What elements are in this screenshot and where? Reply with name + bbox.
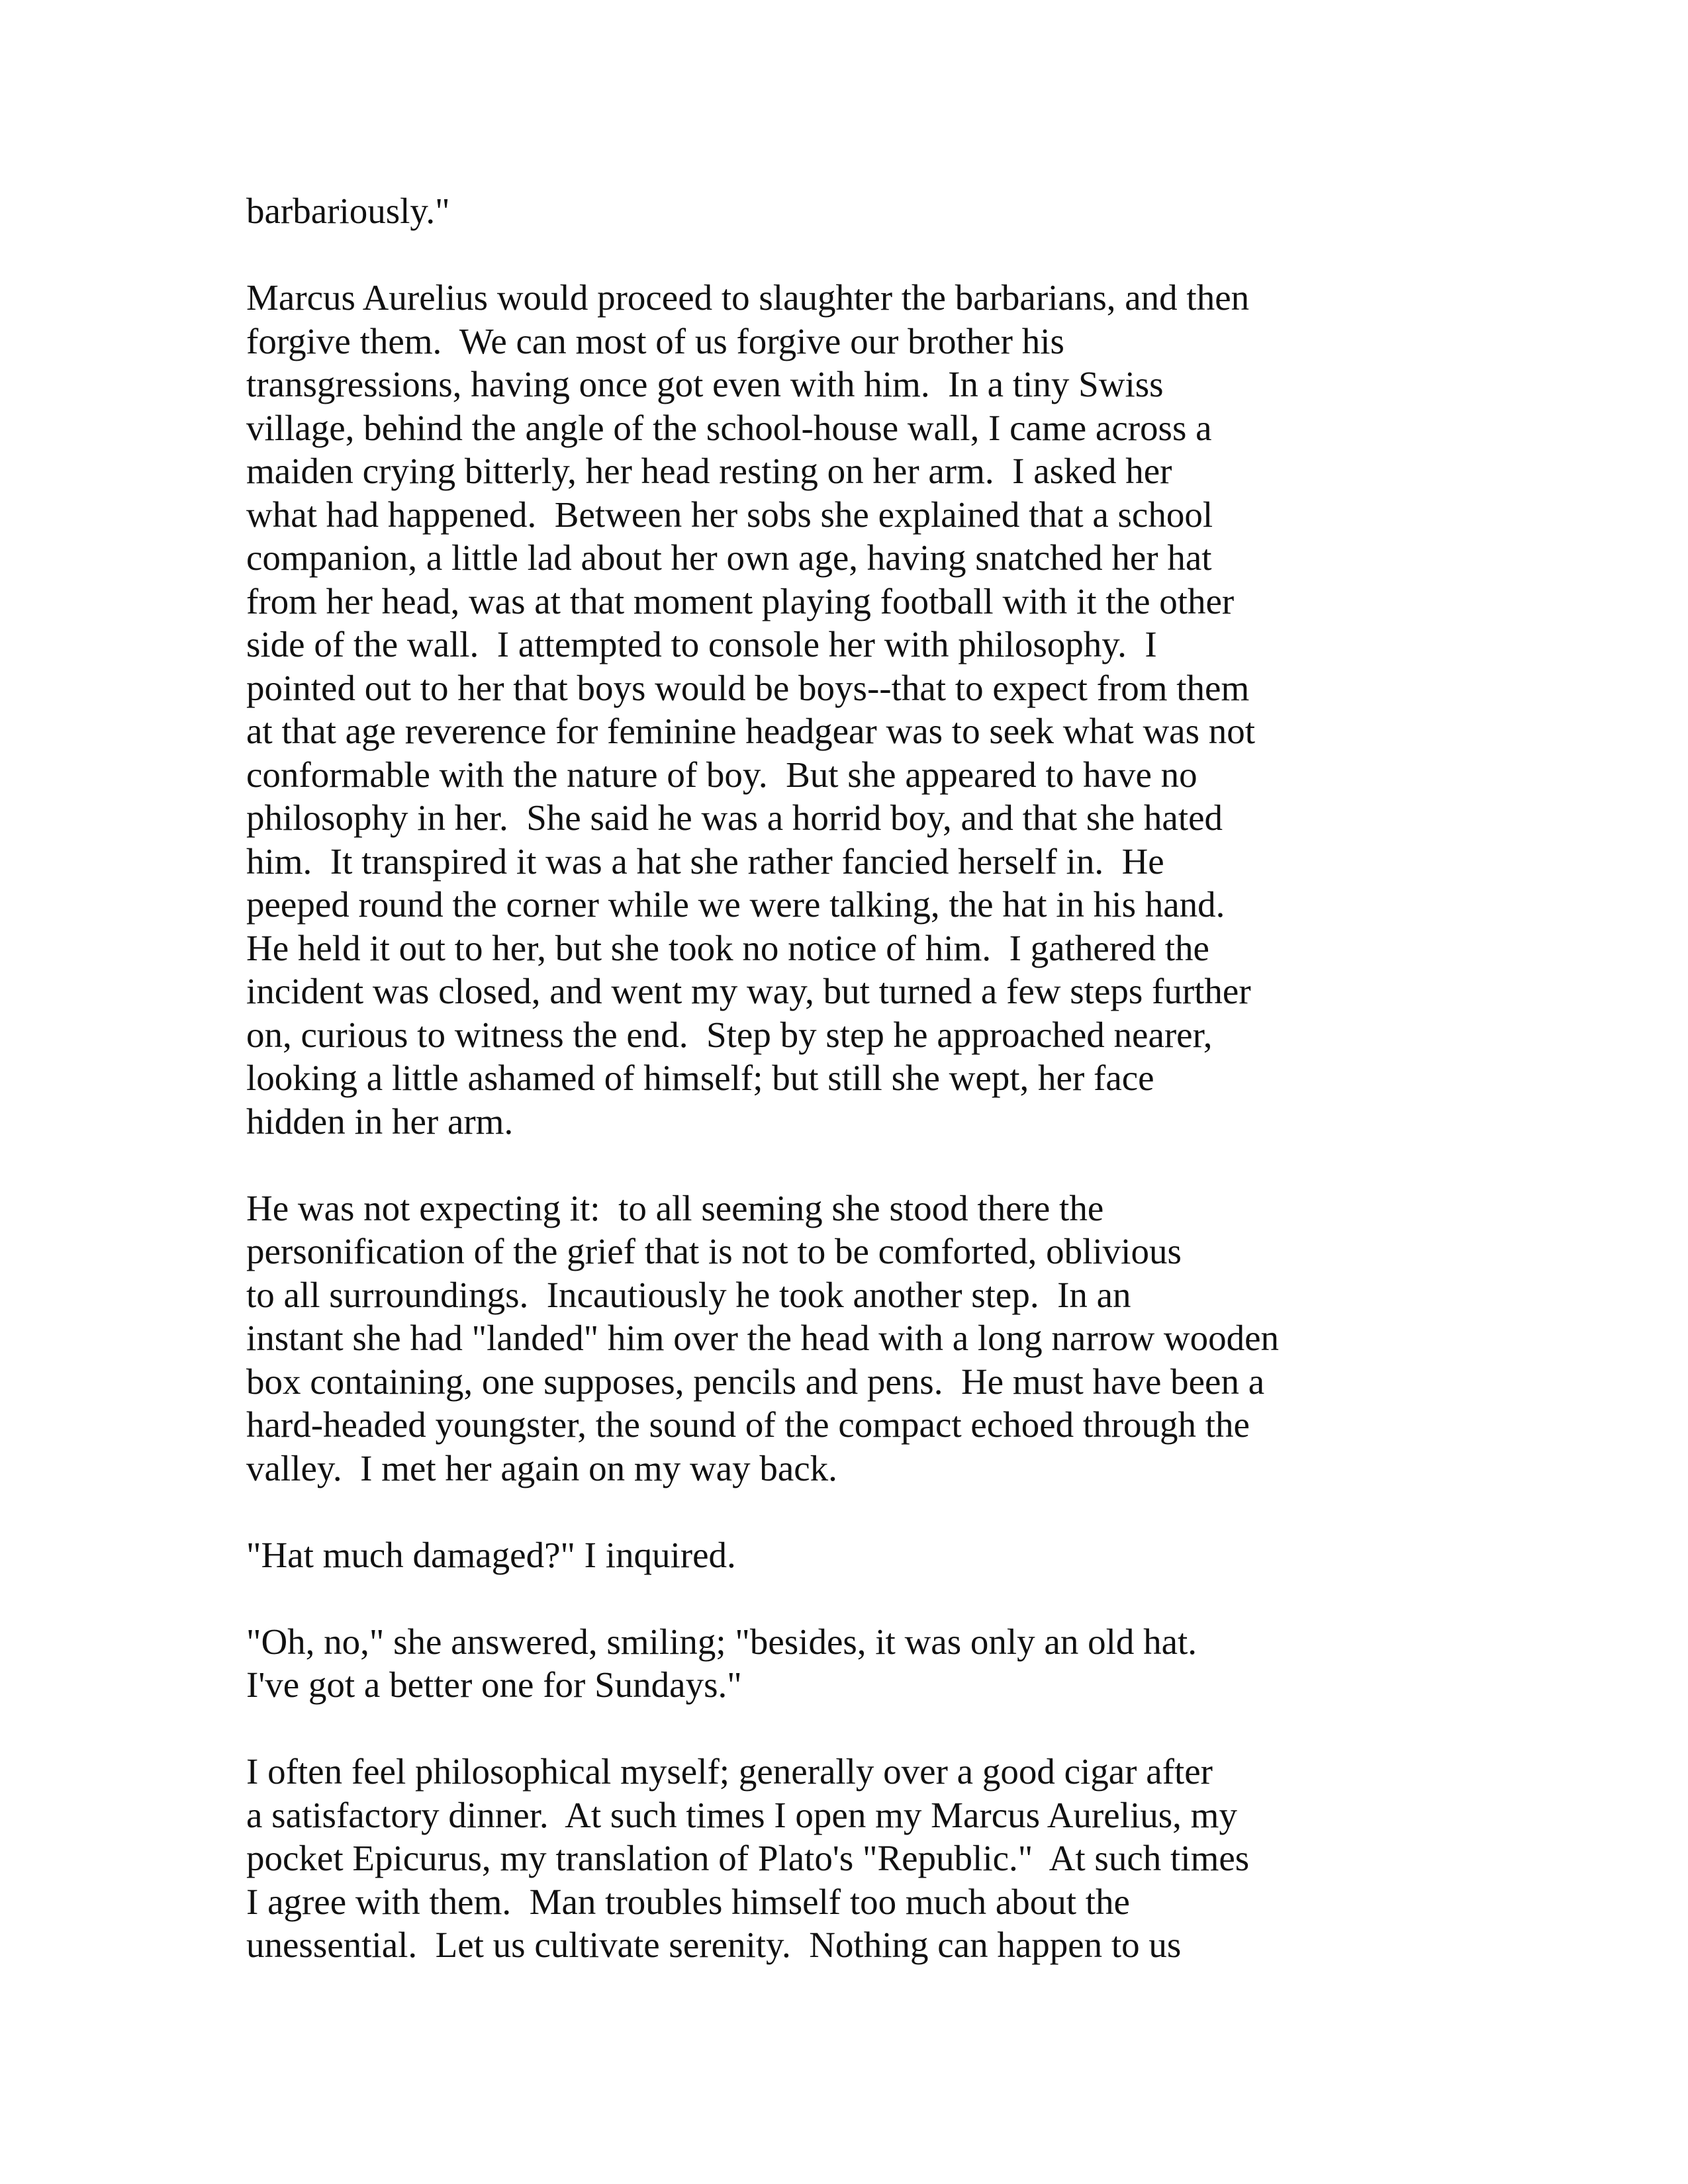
text-line: box containing, one supposes, pencils and pens. He must have been a <box>246 1361 1265 1402</box>
text-line: philosophy in her. She said he was a horrid boy, and that she hated <box>246 797 1223 838</box>
text-line: him. It transpired it was a hat she rather fancied herself in. He <box>246 841 1164 882</box>
text-line: pocket Epicurus, my translation of Plato's "Republic." At such times <box>246 1838 1250 1878</box>
text-line: personification of the grief that is not to be comforted, oblivious <box>246 1231 1182 1271</box>
text-line: companion, a little lad about her own age, having snatched her hat <box>246 537 1212 578</box>
text-line: He held it out to her, but she took no notice of him. I gathered the <box>246 927 1209 968</box>
text-line: valley. I met her again on my way back. <box>246 1447 837 1488</box>
text-line: maiden crying bitterly, her head resting on her arm. I asked her <box>246 451 1172 491</box>
body-text <box>246 189 1471 2010</box>
text-line: transgressions, having once got even with him. In a tiny Swiss <box>246 364 1164 404</box>
paragraph-5 <box>246 1620 1471 1707</box>
paragraph-3 <box>246 1187 1471 1490</box>
text-line: on, curious to witness the end. Step by step he approached nearer, <box>246 1014 1213 1055</box>
paragraph-6 <box>246 1750 1471 1967</box>
paragraph-1 <box>246 189 1471 233</box>
text-line: to all surroundings. Incautiously he took another step. In an <box>246 1274 1131 1315</box>
text-line: I often feel philosophical myself; generally over a good cigar after <box>246 1751 1213 1792</box>
text-line: side of the wall. I attempted to console her with philosophy. I <box>246 624 1157 664</box>
text-line: at that age reverence for feminine headgear was to seek what was not <box>246 711 1256 751</box>
text-line: I agree with them. Man troubles himself too much about the <box>246 1881 1130 1922</box>
text-line: He was not expecting it: to all seeming she stood there the <box>246 1187 1104 1228</box>
text-line: barbariously." <box>246 191 450 231</box>
text-line: hidden in her arm. <box>246 1101 514 1142</box>
text-line: "Hat much damaged?" I inquired. <box>246 1534 736 1575</box>
text-line: from her head, was at that moment playing football with it the other <box>246 580 1235 621</box>
text-line: Marcus Aurelius would proceed to slaughter the barbarians, and then <box>246 277 1250 318</box>
text-line: forgive them. We can most of us forgive our brother his <box>246 320 1064 361</box>
text-line: hard-headed youngster, the sound of the compact echoed through the <box>246 1404 1250 1445</box>
text-line: I've got a better one for Sundays." <box>246 1664 742 1705</box>
text-line: looking a little ashamed of himself; but still she wept, her face <box>246 1058 1154 1098</box>
text-line: conformable with the nature of boy. But she appeared to have no <box>246 754 1197 795</box>
text-line: "Oh, no," she answered, smiling; "besides, it was only an old hat. <box>246 1621 1197 1662</box>
text-line: unessential. Let us cultivate serenity. Nothing can happen to us <box>246 1925 1182 1965</box>
text-line: pointed out to her that boys would be boys--that to expect from them <box>246 667 1250 708</box>
text-line: village, behind the angle of the school-house wall, I came across a <box>246 407 1212 448</box>
text-line: peeped round the corner while we were talking, the hat in his hand. <box>246 884 1225 925</box>
paragraph-2 <box>246 276 1471 1143</box>
paragraph-4 <box>246 1533 1471 1577</box>
text-line: what had happened. Between her sobs she explained that a school <box>246 494 1213 535</box>
text-line: incident was closed, and went my way, but turned a few steps further <box>246 971 1251 1011</box>
text-line: instant she had "landed" him over the head with a long narrow wooden <box>246 1318 1280 1358</box>
text-line: a satisfactory dinner. At such times I open my Marcus Aurelius, my <box>246 1794 1237 1835</box>
